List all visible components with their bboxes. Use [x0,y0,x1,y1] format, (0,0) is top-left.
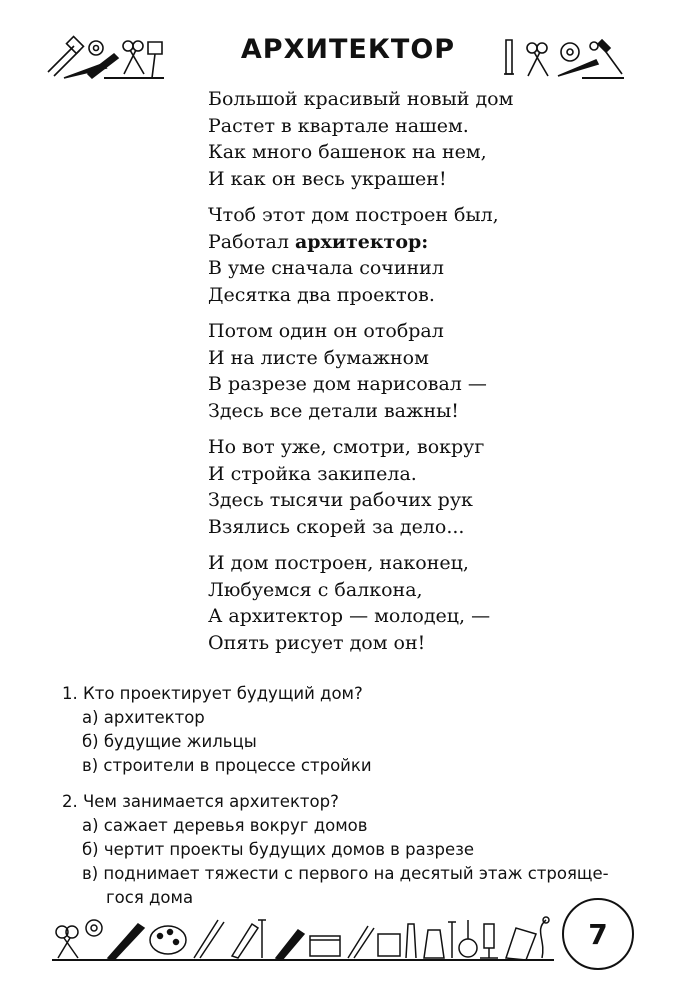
poem-line: И на листе бумажном [208,346,429,369]
question [62,682,662,778]
poem-line [208,229,628,256]
question [62,790,662,910]
tools-ornament-icon [498,34,628,82]
poem-line: Чтоб этот дом построен был, [208,204,499,226]
answer-option[interactable]: а) сажает деревья вокруг домов [82,816,368,835]
poem-line: Любуемся с балкона, [208,578,423,601]
answer-option[interactable]: б) будущие жильцы [82,732,257,751]
poem-line: А архитектор — молодец, — [208,605,491,627]
answer-option[interactable]: б) чертит проекты будущих домов в разрезе [82,840,475,859]
page-number: 7 [562,898,634,970]
answer-option[interactable]: в) поднимает тяжести с первого на десятый этаж строяще- [82,864,609,883]
answer-option[interactable]: а) архитектор [82,708,205,727]
poem-line: Растет в квартале нашем. [208,114,469,137]
poem-line: Опять рисует дом он! [208,631,426,654]
professions-ornament-icon [48,910,558,966]
poem-line: В уме сначала сочинил [208,257,444,279]
question-text: 2. Чем занимается архитектор? [62,792,339,811]
poem-line: Потом один он отобрал [208,320,444,342]
poem-line: Здесь тысячи рабочих рук [208,489,473,511]
stanza [208,434,628,540]
stanza [208,318,628,424]
poem-line: И стройка закипела. [208,462,417,485]
highlighted-word: архитектор: [294,230,429,253]
question-text: 1. Кто проектирует будущий дом? [62,684,363,703]
poem-line: Но вот уже, смотри, вокруг [208,436,485,458]
answer-option[interactable]: в) строители в процессе стройки [82,756,372,775]
poem [208,86,628,666]
stanza [208,550,628,656]
questions [62,682,662,922]
poem-line: Здесь все детали важны! [208,399,459,422]
poem-line: В разрезе дом нарисовал — [208,373,487,395]
poem-line: И дом построен, наконец, [208,552,469,574]
poem-line: Десятка два проектов. [208,283,435,306]
poem-line: Большой красивый новый дом [208,88,514,110]
poem-text: Работал [208,230,295,253]
stanza [208,202,628,308]
answer-option-continuation: гося дома [106,888,194,907]
poem-line: Как много башенок на нем, [208,141,487,163]
page-title: АРХИТЕКТОР [240,34,456,65]
poem-line: И как он весь украшен! [208,167,447,190]
stanza [208,86,628,192]
poem-line: Взялись скорей за дело... [208,515,465,538]
